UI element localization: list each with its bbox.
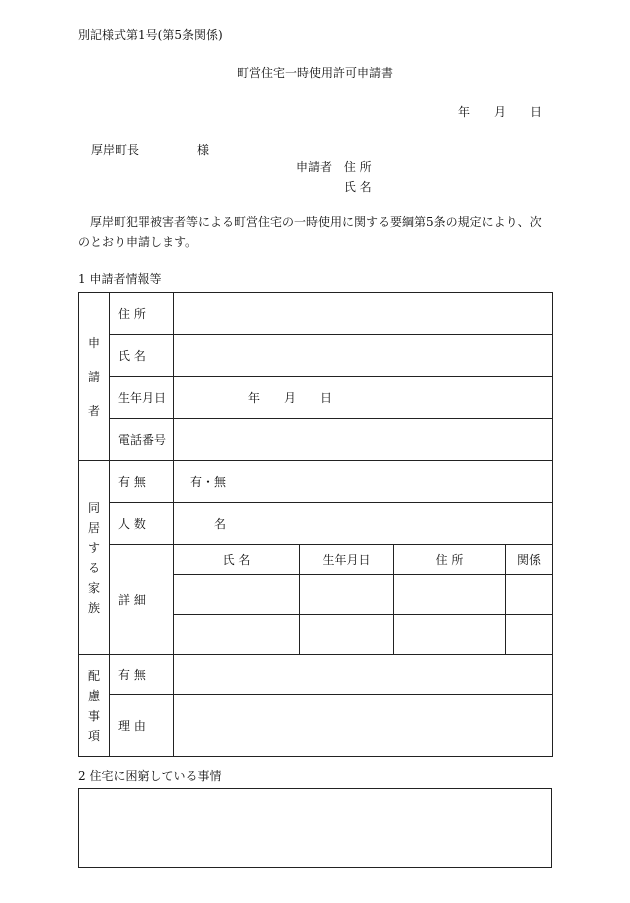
household-group-char: 家 [87, 580, 100, 595]
date-year-unit: 年 [458, 105, 471, 119]
household-group-char: る [87, 560, 100, 575]
household-presence-value[interactable]: 有・無 [174, 461, 553, 503]
addressee-suffix: 様 [197, 143, 210, 157]
household-count-label: 人 数 [110, 503, 174, 545]
considerations-group-char: 慮 [87, 688, 100, 703]
details-cell-address[interactable] [394, 615, 506, 655]
addressee [91, 141, 209, 158]
household-count-field[interactable] [174, 503, 553, 545]
household-count-unit: 名 [214, 517, 227, 531]
applicant-block-label: 申請者 [296, 160, 333, 174]
applicant-block-name-label: 氏 名 [343, 180, 372, 194]
date-month-unit: 月 [494, 105, 507, 119]
applicant-signature-block [296, 157, 372, 197]
birth-day-unit: 日 [320, 391, 333, 405]
details-col-address: 住 所 [394, 545, 506, 575]
household-presence-label: 有 無 [110, 461, 174, 503]
household-details-label: 詳 細 [110, 545, 174, 655]
applicant-name-label: 氏 名 [110, 335, 174, 377]
details-col-relation: 関係 [506, 545, 553, 575]
section2-heading: 2 住宅に困窮している事情 [78, 769, 222, 783]
details-cell-birth[interactable] [300, 575, 394, 615]
considerations-group-char: 配 [87, 668, 100, 683]
birth-month-unit: 月 [284, 391, 297, 405]
circumstance-textbox[interactable] [78, 788, 552, 868]
details-col-name: 氏 名 [174, 545, 300, 575]
addressee-mayor: 厚岸町長 [91, 143, 140, 157]
applicant-birth-label: 生年月日 [110, 377, 174, 419]
considerations-presence-label: 有 無 [110, 655, 174, 695]
body-text: 厚岸町犯罪被害者等による町営住宅の一時使用に関する要綱第5条の規定により、次のとおり申請します。 [78, 215, 542, 249]
section1-heading: 1 申請者情報等 [78, 272, 162, 286]
details-cell-relation[interactable] [506, 615, 553, 655]
applicant-group-char: 申 [87, 335, 100, 350]
considerations-presence-field[interactable] [174, 655, 553, 695]
applicant-birth-field[interactable] [174, 377, 553, 419]
applicant-group-char: 請 [87, 369, 100, 384]
applicant-address-field[interactable] [174, 293, 553, 335]
applicant-group-label [79, 293, 110, 461]
applicant-info-table [78, 292, 553, 757]
details-cell-name[interactable] [174, 575, 300, 615]
birth-year-unit: 年 [248, 391, 261, 405]
applicant-phone-field[interactable] [174, 419, 553, 461]
form-number: 別記様式第1号(第5条関係) [78, 28, 223, 42]
details-cell-name[interactable] [174, 615, 300, 655]
considerations-group-char: 項 [87, 728, 100, 743]
household-group-char: 居 [87, 520, 100, 535]
household-group-char: す [87, 540, 100, 555]
applicant-block-address-label: 住 所 [343, 160, 372, 174]
document-title: 町営住宅一時使用許可申請書 [236, 66, 393, 80]
details-cell-birth[interactable] [300, 615, 394, 655]
household-group-char: 同 [87, 500, 100, 515]
considerations-group-char: 事 [87, 708, 100, 723]
considerations-reason-label: 理 由 [110, 695, 174, 757]
applicant-address-label: 住 所 [110, 293, 174, 335]
details-cell-address[interactable] [394, 575, 506, 615]
details-col-birth: 生年月日 [300, 545, 394, 575]
applicant-phone-label: 電話番号 [110, 419, 174, 461]
applicant-group-char: 者 [87, 403, 100, 418]
date-line [458, 103, 542, 120]
considerations-reason-field[interactable] [174, 695, 553, 757]
applicant-name-field[interactable] [174, 335, 553, 377]
considerations-group-label [79, 655, 110, 757]
details-cell-relation[interactable] [506, 575, 553, 615]
date-day-unit: 日 [530, 105, 543, 119]
household-group-char: 族 [87, 600, 100, 615]
household-group-label [79, 461, 110, 655]
